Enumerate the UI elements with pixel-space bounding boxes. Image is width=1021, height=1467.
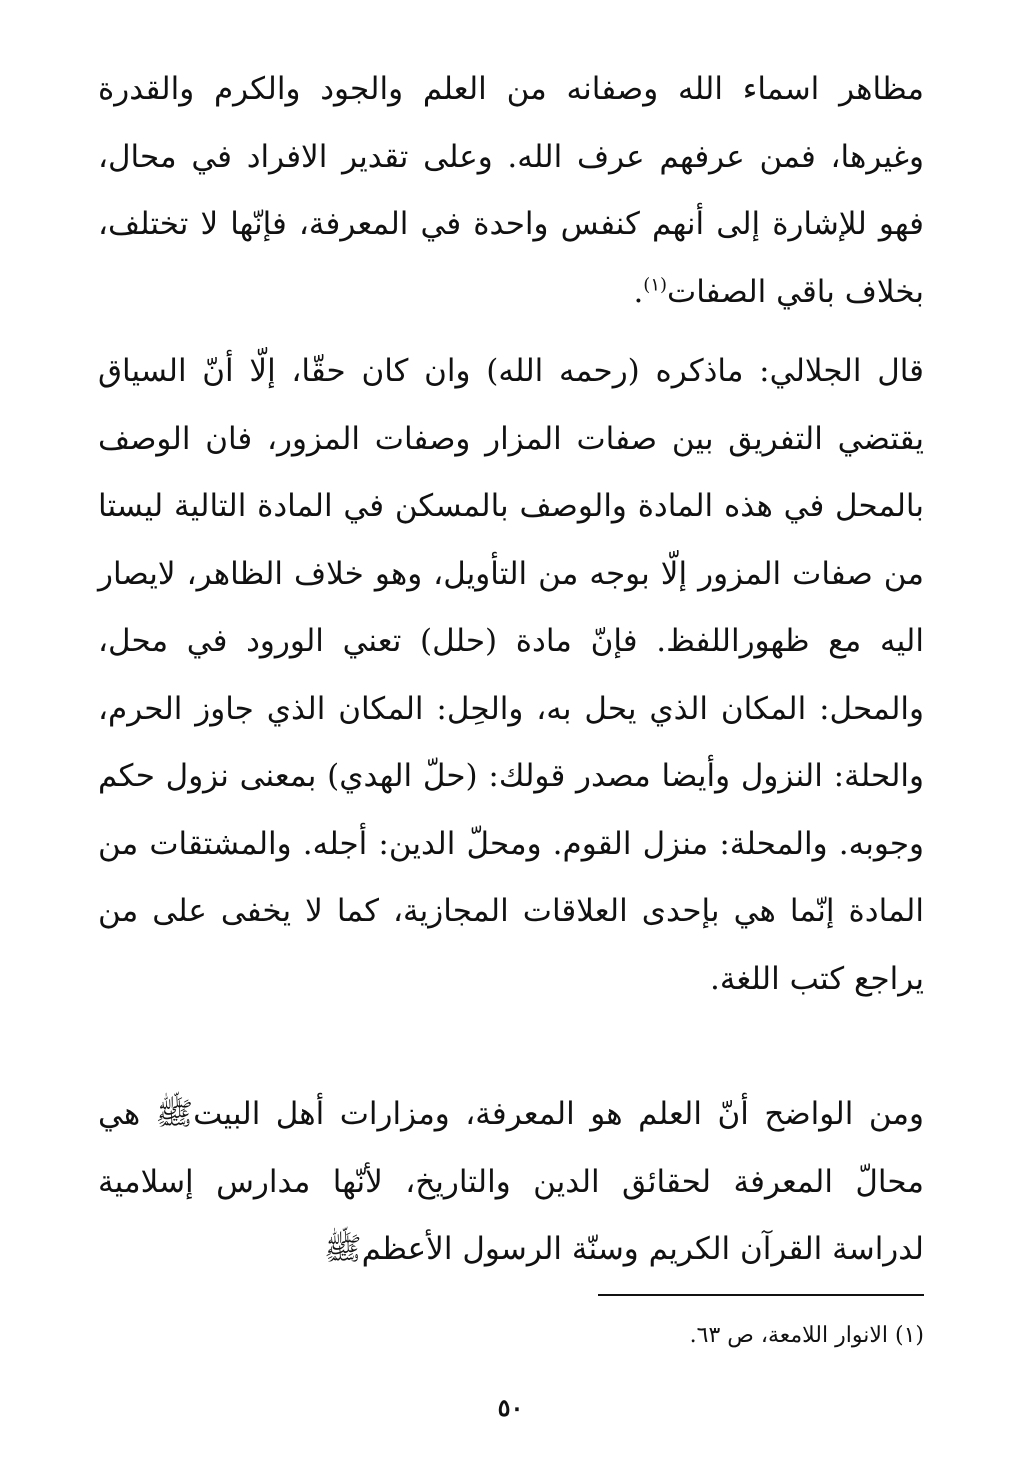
paragraph-1-tail: . — [633, 273, 644, 310]
paragraph-2: قال الجلالي: ماذكره (رحمه الله) وان كان حقّا، إلّا أنّ السياق يقتضي التفريق بين صفات المزار وصفات المزور، فان الوصف بالمحل في هذه المادة والوصف بالمسكن في المادة التالية ليستا من صفات المزور إلّا بوجه من التأويل، وهو خلاف الظاهر، لايصار اليه مع ظهوراللفظ. فإنّ مادة (حلل) تعني الورود في محل، والمحل: المكان الذي يحل به، والحِل: المكان الذي جاوز الحرم، والحلة: النزول وأيضا مصدر قولك: (حلّ الهدي) بمعنى نزول حكم وجوبه. والمحلة: منزل القوم. ومحلّ الدين: أجله. والمشتقات من المادة إنّما هي بإحدى العلاقات المجازية، كما لا يخفى على من يراجع كتب اللغة. — [98, 353, 924, 997]
footnote: (١) الانوار اللامعة، ص ٦٣. — [689, 1323, 924, 1348]
paragraph-1-text: مظاهر اسماء الله وصفانه من العلم والجود والكرم والقدرة وغيرها، فمن عرفهم عرف الله. وعلى تقدير الافراد في محال، فهو للإشارة إلى أنهم كنفس واحدة في المعرفة، فإنّها لا تختلف، بخلاف باقي الصفات — [98, 71, 924, 310]
footnote-reference[interactable]: (١) — [643, 274, 668, 296]
paragraph-1 — [98, 56, 924, 326]
paragraph-3: ومن الواضح أنّ العلم هو المعرفة، ومزارات أهل البيتﷺ هي محالّ المعرفة لحقائق الدين والتاريخ، لأنّها مدارس إسلامية لدراسة القرآن الكريم وسنّة الرسول الأعظمﷺ — [98, 1096, 924, 1267]
page-number: ٥٠ — [497, 1393, 524, 1422]
footnote-divider — [598, 1294, 924, 1296]
